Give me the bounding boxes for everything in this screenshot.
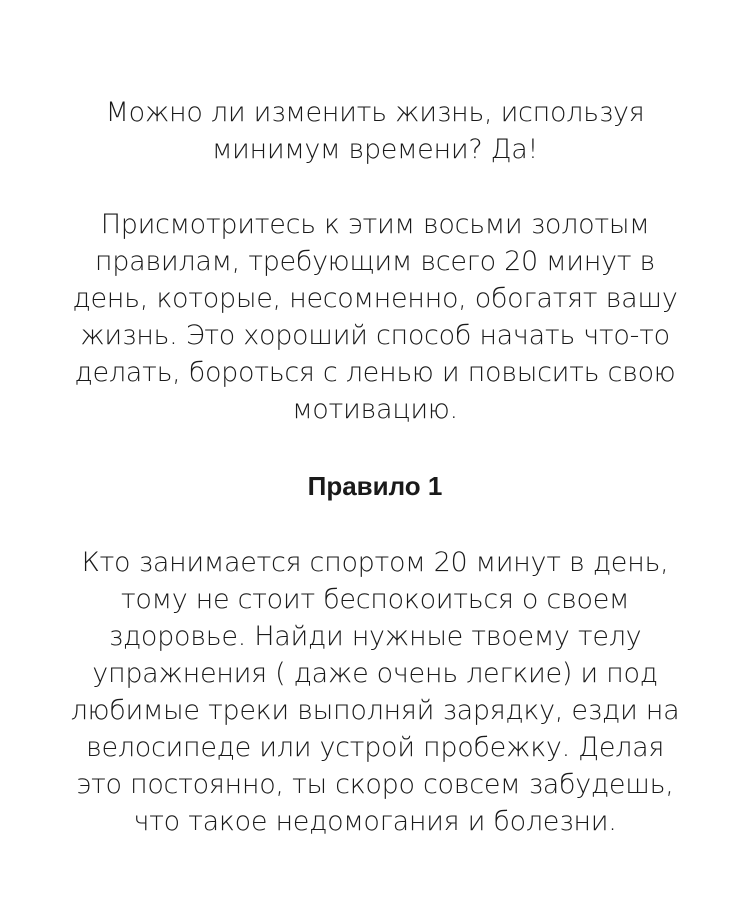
rule-paragraph: Кто занимается спортом 20 минут в день, тому не стоит беспокоиться о своем здоровье. Найди нужные твоему телу упражнения ( даже очень легкие) и под любимые треки выполняй зарядку, езди на велосипеде или устрой пробежку. Делая это постоянно, ты скоро совсем забудешь, что такое недомогания и болезни. [70, 547, 680, 837]
rule-heading: Правило 1 [307, 471, 443, 501]
intro-paragraph: Присмотритесь к этим восьми золотым правилам, требующим всего 20 минут в день, которые, несомненно, обогатят вашу жизнь. Это хороший способ начать что-то делать, бороться с ленью и повысить свою мотивацию. [72, 209, 678, 425]
intro-question: Можно ли изменить жизнь, используя минимум времени? Да! [105, 97, 645, 165]
